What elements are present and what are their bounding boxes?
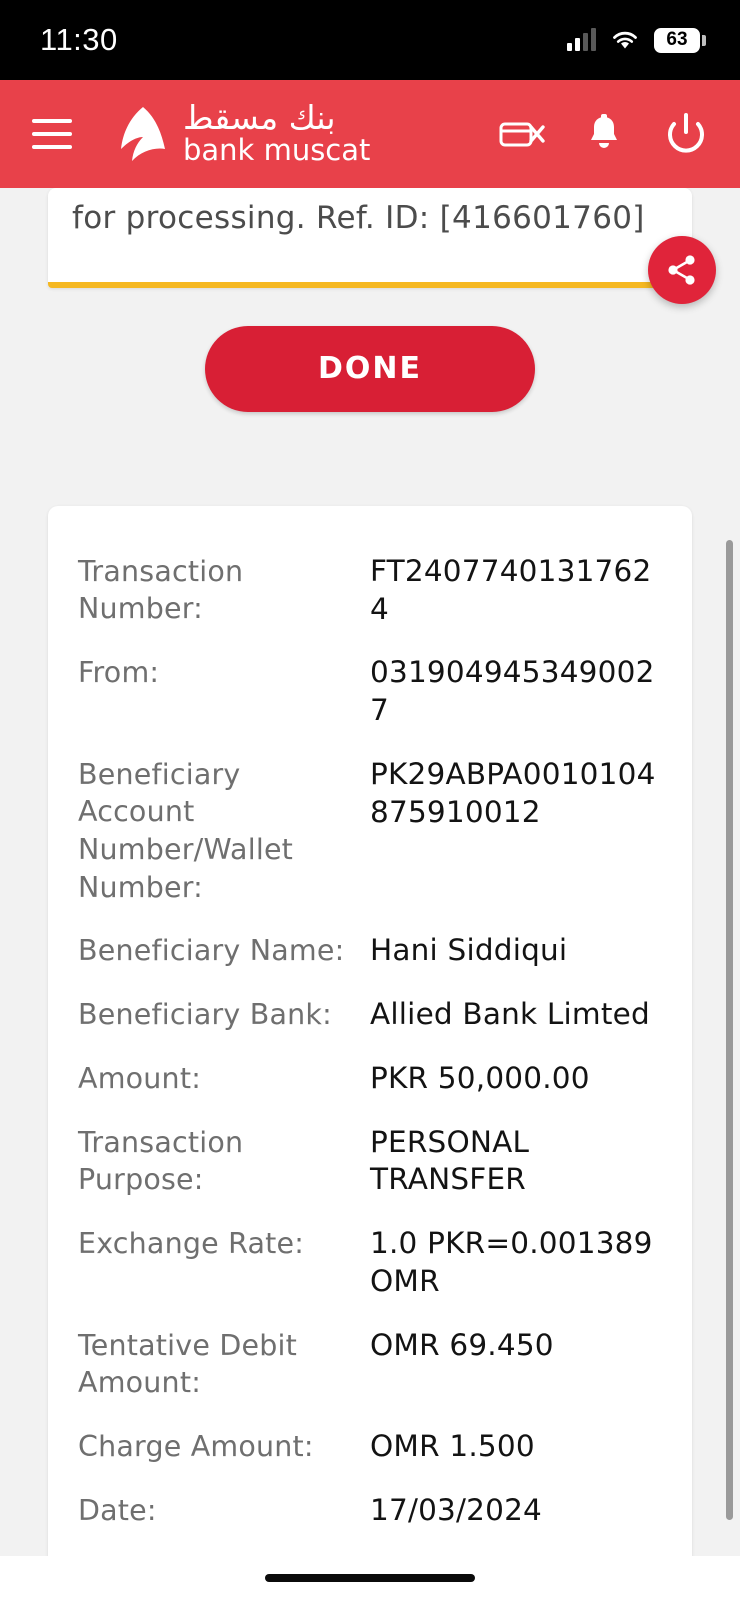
home-indicator-bar <box>0 1556 740 1600</box>
done-button[interactable]: DONE <box>205 326 535 412</box>
vertical-scrollbar[interactable] <box>726 540 733 1520</box>
table-row <box>78 1415 662 1479</box>
detail-label: Tentative Debit Amount: <box>78 1328 298 1400</box>
detail-label: Transaction Number: <box>78 554 244 626</box>
table-row <box>78 1212 662 1314</box>
home-indicator[interactable] <box>265 1574 475 1582</box>
signal-bars-icon <box>567 29 596 51</box>
hamburger-menu-icon[interactable] <box>32 119 72 149</box>
detail-value: PERSONAL TRANSFER <box>370 1124 530 1197</box>
detail-label: Beneficiary Bank: <box>78 998 332 1032</box>
detail-value: Hani Siddiqui <box>370 933 568 968</box>
status-bar <box>0 0 740 80</box>
detail-value: OMR 1.500 <box>370 1428 535 1463</box>
detail-value: FT24077401317624 <box>370 553 652 626</box>
detail-label: Transaction Purpose: <box>78 1125 244 1197</box>
detail-value: 0319049453490027 <box>370 655 655 728</box>
reference-notice-card <box>48 188 692 288</box>
table-row <box>78 1479 662 1543</box>
battery-percent-label: 63 <box>666 29 688 50</box>
table-row <box>78 983 662 1047</box>
detail-label: Beneficiary Account Number/Wallet Number: <box>78 757 294 904</box>
table-row <box>78 1047 662 1111</box>
reference-notice-text: for processing. Ref. ID: [416601760] <box>72 200 645 236</box>
detail-label: Exchange Rate: <box>78 1227 305 1261</box>
done-button-row <box>0 326 740 412</box>
table-row <box>78 1314 662 1415</box>
detail-label: Date: <box>78 1493 157 1527</box>
table-row <box>78 540 662 642</box>
detail-label: Beneficiary Name: <box>78 934 345 968</box>
brand-logo <box>117 97 371 167</box>
app-header <box>0 80 740 188</box>
brand-name-arabic: بنك مسقط <box>183 97 336 137</box>
page-content <box>0 188 740 1556</box>
detail-value: OMR 69.450 <box>370 1327 554 1362</box>
detail-value: 1.0 PKR=0.001389 OMR <box>370 1226 653 1298</box>
bank-muscat-logo-icon <box>117 105 169 163</box>
power-logout-icon[interactable] <box>662 110 710 158</box>
wifi-icon <box>610 29 640 51</box>
table-row <box>78 919 662 983</box>
card-off-icon[interactable] <box>498 110 546 158</box>
detail-value: PK29ABPA0010104875910012 <box>370 756 656 829</box>
notification-bell-icon[interactable] <box>580 110 628 158</box>
share-icon[interactable] <box>648 236 716 304</box>
status-bar-clock: 11:30 <box>40 22 118 57</box>
detail-value: Allied Bank Limted <box>370 997 650 1032</box>
app-header-actions <box>498 110 710 158</box>
detail-value: PKR 50,000.00 <box>370 1060 590 1095</box>
table-row <box>78 743 662 919</box>
brand-name-english: bank muscat <box>183 132 371 167</box>
table-row <box>78 1111 662 1213</box>
table-row <box>78 641 662 743</box>
detail-value: 17/03/2024 <box>370 1492 543 1527</box>
detail-label: Amount: <box>78 1061 201 1095</box>
detail-label: From: <box>78 656 160 690</box>
battery-icon <box>654 28 706 53</box>
detail-label: Charge Amount: <box>78 1429 314 1463</box>
status-bar-indicators <box>567 28 706 53</box>
transaction-details-card <box>48 506 692 1556</box>
